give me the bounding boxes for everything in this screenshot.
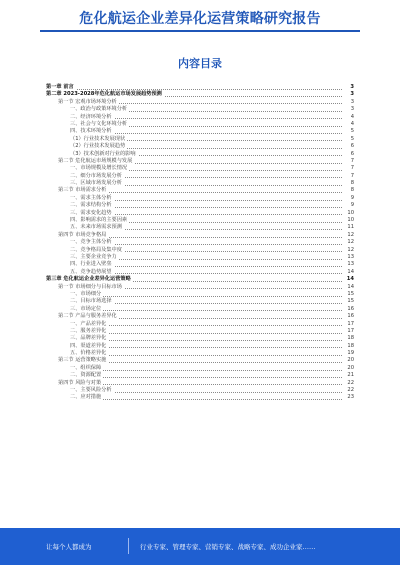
toc-page-number: 6 [350, 143, 354, 150]
toc-leader-dots [70, 347, 342, 348]
table-of-contents [46, 84, 354, 402]
toc-page-number: 7 [350, 157, 354, 164]
toc-entry-label: 二、细分市场发展分析 [70, 172, 122, 179]
toc-entry-label: 二、服务差异化 [70, 327, 107, 334]
toc-page-number: 22 [347, 379, 354, 386]
toc-page-number: 3 [350, 106, 354, 113]
toc-entry-label: 二、竞争格局及集中度 [70, 246, 122, 253]
toc-entry[interactable] [46, 306, 354, 313]
toc-entry-label: 第一章 前言 [46, 84, 74, 90]
toc-entry[interactable] [46, 106, 354, 113]
toc-entry-label: 三、社会与文化环境分析 [70, 120, 128, 127]
toc-page-number: 20 [347, 364, 354, 371]
toc-page-number: 8 [350, 180, 354, 187]
toc-page-number: 4 [350, 113, 354, 120]
toc-page-number: 12 [347, 246, 354, 253]
toc-page-number: 12 [347, 231, 354, 238]
toc-entry[interactable] [46, 210, 354, 217]
toc-entry-label: 一、需求主体分析 [70, 194, 112, 201]
toc-page-number: 7 [350, 165, 354, 172]
toc-entry-label: 四、技术环境分析 [70, 128, 112, 135]
toc-page-number: 3 [350, 91, 354, 98]
toc-entry[interactable] [46, 224, 354, 231]
toc-page-number: 14 [346, 276, 354, 283]
toc-entry-label: 第一节 宏观市场环境分析 [58, 98, 117, 105]
toc-entry-label: （2）行业技术发展趋势 [70, 143, 126, 150]
toc-page-number: 9 [350, 194, 354, 201]
toc-entry[interactable] [46, 321, 354, 328]
toc-entry-label: （3）技术创新对行业的影响 [70, 150, 136, 157]
toc-page-number: 9 [350, 202, 354, 209]
toc-entry[interactable] [46, 173, 354, 180]
footer-slogan-left: 让每个人都成为 [46, 543, 92, 551]
toc-entry-label: 第三节 运营策略实施 [58, 357, 107, 364]
toc-page-number: 18 [347, 335, 354, 342]
toc-heading: 内容目录 [178, 57, 222, 70]
toc-entry-label: 五、未来市场需求预测 [70, 224, 122, 231]
toc-page-number: 20 [347, 357, 354, 364]
toc-entry-label: 五、价格差异化 [70, 350, 107, 357]
toc-page-number: 13 [347, 261, 354, 268]
toc-entry-label: 五、竞争趋势展望 [70, 268, 112, 275]
toc-page-number: 22 [347, 387, 354, 394]
toc-entry-label: 三、主要企业竞争力 [70, 253, 117, 260]
report-title: 危化航运企业差异化运营策略研究报告 [79, 11, 321, 27]
toc-page-number: 7 [350, 172, 354, 179]
toc-entry[interactable] [46, 372, 354, 379]
toc-leader-dots [70, 340, 342, 341]
toc-leader-dots [70, 399, 342, 400]
toc-leader-dots [70, 377, 342, 378]
toc-entry-label: 一、组织保障 [70, 364, 102, 371]
toc-entry-label: 第四节 市场竞争格局 [58, 231, 107, 238]
toc-entry-label: 二、需求结构分析 [70, 202, 112, 209]
toc-entry-label: 第二节 危化航运市场规模与发展 [58, 157, 133, 164]
toc-entry[interactable] [46, 380, 354, 387]
toc-page-number: 21 [347, 372, 354, 379]
toc-entry-label: 一、市场细分 [70, 290, 102, 297]
toc-entry-label: 四、行业进入壁垒 [70, 261, 112, 268]
toc-entry[interactable] [46, 143, 354, 150]
toc-page-number: 13 [347, 253, 354, 260]
toc-entry-label: 一、产品差异化 [70, 320, 107, 327]
footer-slogan-right: 行业专家、管理专家、营销专家、战略专家、成功企业家…… [140, 543, 316, 551]
toc-page-number: 14 [347, 283, 354, 290]
toc-page-number: 3 [350, 84, 354, 90]
toc-entry-label: 第二节 产品与服务差异化 [58, 313, 117, 320]
toc-entry[interactable] [46, 165, 354, 172]
toc-entry-label: 三、需求变化趋势 [70, 209, 112, 216]
toc-entry-label: 一、政治与政策环境分析 [70, 106, 128, 113]
toc-entry-label: 四、渠道差异化 [70, 342, 107, 349]
toc-entry-label: 三、品牌差异化 [70, 335, 107, 342]
toc-entry[interactable] [46, 284, 354, 291]
toc-page-number: 8 [350, 187, 354, 194]
toc-page-number: 15 [347, 298, 354, 305]
toc-page-number: 12 [347, 239, 354, 246]
toc-entry-label: 一、市场规模及增长情况 [70, 165, 128, 172]
toc-page-number: 10 [347, 217, 354, 224]
toc-page-number: 17 [347, 327, 354, 334]
toc-page-number: 6 [350, 150, 354, 157]
toc-leader-dots [70, 296, 342, 297]
toc-leader-dots [70, 333, 342, 334]
toc-entry-label: 二、应对措施 [70, 394, 102, 401]
header-divider [40, 30, 360, 32]
toc-entry-label: 一、主要风险分析 [70, 387, 112, 394]
toc-entry[interactable] [46, 91, 354, 98]
toc-entry-label: 第四节 风险与对策 [58, 379, 102, 386]
toc-entry[interactable] [46, 276, 354, 283]
toc-leader-dots [70, 325, 342, 326]
toc-entry-label: （1）行业技术发展现状 [70, 135, 126, 142]
toc-entry-label: 三、区域市场发展分析 [70, 180, 122, 187]
toc-entry[interactable] [46, 335, 354, 342]
toc-page-number: 4 [350, 120, 354, 127]
toc-entry-label: 第三章 危化航运企业差异化运营策略 [46, 276, 131, 283]
toc-page-number: 15 [347, 290, 354, 297]
toc-entry[interactable] [46, 128, 354, 135]
toc-entry[interactable] [46, 343, 354, 350]
toc-entry[interactable] [46, 247, 354, 254]
toc-entry-label: 第三节 市场需求分析 [58, 187, 107, 194]
toc-page-number: 5 [350, 128, 354, 135]
toc-page-number: 3 [350, 98, 354, 105]
toc-page-number: 19 [347, 350, 354, 357]
toc-page-number: 16 [347, 313, 354, 320]
toc-page-number: 23 [347, 394, 354, 401]
toc-entry-label: 二、资源配置 [70, 372, 102, 379]
toc-entry[interactable] [46, 261, 354, 268]
toc-entry[interactable] [46, 151, 354, 158]
toc-entry[interactable] [46, 298, 354, 305]
footer-divider [128, 538, 129, 554]
page-footer [0, 528, 400, 565]
toc-entry[interactable] [46, 239, 354, 246]
toc-entry[interactable] [46, 357, 354, 364]
toc-entry[interactable] [46, 313, 354, 320]
toc-entry-label: 二、目标市场选择 [70, 298, 112, 305]
toc-entry[interactable] [46, 187, 354, 194]
toc-entry[interactable] [46, 202, 354, 209]
toc-leader-dots [70, 355, 342, 356]
toc-entry[interactable] [46, 394, 354, 401]
toc-entry-label: 第一节 市场细分与目标市场 [58, 283, 122, 290]
toc-entry[interactable] [46, 114, 354, 121]
toc-page-number: 17 [347, 320, 354, 327]
toc-leader-dots [70, 370, 342, 371]
page-header [0, 0, 400, 40]
toc-entry-label: 二、经济环境分析 [70, 113, 112, 120]
toc-leader-dots [70, 310, 342, 311]
toc-page-number: 10 [347, 209, 354, 216]
toc-page-number: 5 [350, 135, 354, 142]
toc-page-number: 16 [347, 305, 354, 312]
toc-entry-label: 一、竞争主体分析 [70, 239, 112, 246]
toc-entry-label: 四、影响需求的主要因素 [70, 217, 128, 224]
toc-leader-dots [46, 89, 342, 90]
toc-entry-label: 第二章 2023-2028年危化航运市场发展趋势预测 [46, 91, 162, 98]
toc-page-number: 11 [347, 224, 354, 231]
toc-page-number: 18 [347, 342, 354, 349]
toc-page-number: 14 [347, 268, 354, 275]
toc-entry-label: 三、市场定位 [70, 305, 102, 312]
